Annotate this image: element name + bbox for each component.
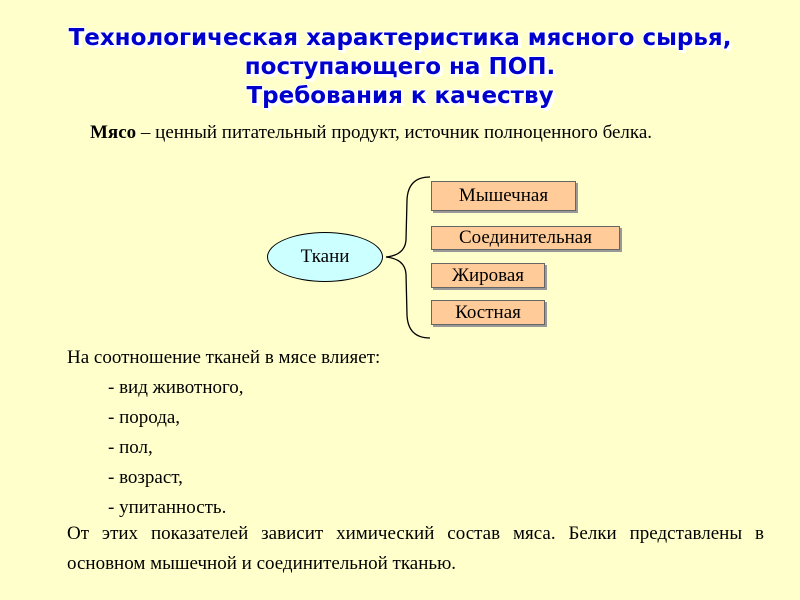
factors-list: [108, 373, 244, 523]
tissue-box-connective: Соединительная: [431, 226, 620, 250]
list-item: - пол,: [108, 437, 153, 458]
list-item: - вид животного,: [108, 377, 244, 398]
curly-brace: [386, 177, 430, 338]
title-line-1: Технологическая характеристика мясного сырья,: [68, 25, 732, 51]
title-line-2: поступающего на ПОП.: [244, 54, 556, 80]
slide-title: [0, 24, 800, 111]
conclusion-paragraph: От этих показателей зависит химический состав мяса. Белки представлены в основном мышечной и соединительной тканью.: [67, 523, 764, 574]
list-item: - упитанность.: [108, 497, 227, 518]
list-item: - возраст,: [108, 467, 183, 488]
intro-term: Мясо: [90, 122, 137, 143]
intro-text: – ценный питательный продукт, источник полноценного белка.: [136, 122, 653, 143]
title-line-3: Требования к качеству: [246, 83, 554, 109]
tissue-box-bone: Костная: [431, 300, 545, 325]
tissues-node: Ткани: [267, 232, 383, 282]
intro-paragraph: [48, 118, 755, 148]
tissue-box-muscle: Мышечная: [431, 181, 576, 211]
factors-heading: На соотношение тканей в мясе влияет:: [67, 347, 381, 368]
list-item: - порода,: [108, 407, 181, 428]
tissue-box-fat: Жировая: [431, 263, 545, 288]
